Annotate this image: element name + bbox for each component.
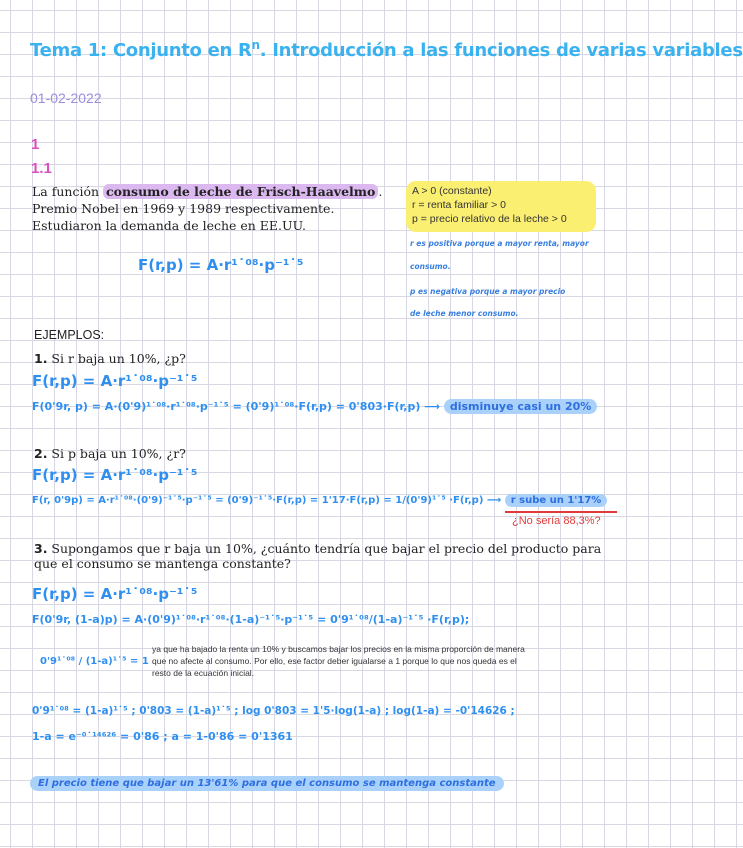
ex1-formula-2: F(0'9r, p) = A·(0'9)¹˙⁰⁸·r¹˙⁰⁸·p⁻¹˙⁵ = (0'9)¹˙⁰⁸·F(r,p) = 0'803·F(r,p) ⟶ disminuye casi un 20% xyxy=(32,400,597,413)
ex2-correction: ¿No sería 88,3%? xyxy=(512,515,601,527)
main-formula: F(r,p) = A·r¹˙⁰⁸·p⁻¹˙⁵ xyxy=(138,256,304,274)
note-3: p es negativa porque a mayor precio xyxy=(410,287,566,296)
heading-1-1: 1.1 xyxy=(31,160,52,177)
conclusion: El precio tiene que bajar un 13'61% para que el consumo se mantenga constante xyxy=(30,776,504,791)
page-title: Tema 1: Conjunto en $R^n$. Introducción a las funciones de varias variables xyxy=(30,38,743,61)
examples-heading: EJEMPLOS: xyxy=(34,328,105,342)
heading-1: 1 xyxy=(31,136,40,153)
ex3-explanation: ya que ha bajado la renta un 10% y buscamos bajar los precios en la misma proporción de manera que no afecte al consumo. Por ello, ese factor deber igualarse a 1 porque lo que nos queda es el resto de la ecuación inicial. xyxy=(152,644,525,678)
ex1-result: disminuye casi un 20% xyxy=(444,399,597,414)
variables-box: A > 0 (constante) r = renta familiar > 0 p = precio relativo de la leche > 0 xyxy=(406,181,596,232)
ex3-formula-1: F(r,p) = A·r¹˙⁰⁸·p⁻¹˙⁵ xyxy=(32,585,198,603)
ex1-formula-1: F(r,p) = A·r¹˙⁰⁸·p⁻¹˙⁵ xyxy=(32,372,198,390)
date: 01-02-2022 xyxy=(30,90,102,106)
note-4: de leche menor consumo. xyxy=(410,309,519,318)
intro-text: La función consumo de leche de Frisch-Haavelmo . Premio Nobel en 1969 y 1989 respectivamente. Estudiaron la demanda de leche en EE.UU. xyxy=(32,184,383,233)
note-1: r es positiva porque a mayor renta, mayor xyxy=(410,239,589,248)
highlight-term: consumo de leche de Frisch-Haavelmo xyxy=(103,184,378,199)
red-underline xyxy=(505,511,617,513)
ex2-question: 2. Si p baja un 10%, ¿r? xyxy=(34,446,186,461)
ex3-question: 3. Supongamos que r baja un 10%, ¿cuánto tendría que bajar el precio del producto para que el consumo se mantenga constante? xyxy=(34,541,602,571)
ex1-question: 1. Si r baja un 10%, ¿p? xyxy=(34,351,186,366)
ex2-result: r sube un 1'17% xyxy=(505,494,608,507)
ex3-fraction-eq: 0'9¹˙⁰⁸ / (1-a)¹˙⁵ = 1 xyxy=(40,656,149,667)
ex3-formula-3: 0'9¹˙⁰⁸ = (1-a)¹˙⁵ ; 0'803 = (1-a)¹˙⁵ ; log 0'803 = 1'5·log(1-a) ; log(1-a) = -0'14626 ; xyxy=(32,705,515,717)
ex2-formula-1: F(r,p) = A·r¹˙⁰⁸·p⁻¹˙⁵ xyxy=(32,466,198,484)
ex3-formula-4: 1-a = e⁻⁰˙¹⁴⁶²⁶ = 0'86 ; a = 1-0'86 = 0'1361 xyxy=(32,730,293,743)
note-2: consumo. xyxy=(410,262,451,271)
ex2-formula-2: F(r, 0'9p) = A·r¹˙⁰⁸·(0'9)⁻¹˙⁵·p⁻¹˙⁵ = (0'9)⁻¹˙⁵·F(r,p) = 1'17·F(r,p) = 1/(0'9)¹˙⁵ ·F(r,p) ⟶ r sube un 1'17% xyxy=(32,495,607,506)
ex3-formula-2: F(0'9r, (1-a)p) = A·(0'9)¹˙⁰⁸·r¹˙⁰⁸·(1-a)⁻¹˙⁵·p⁻¹˙⁵ = 0'9¹˙⁰⁸/(1-a)⁻¹˙⁵ ·F(r,p); xyxy=(32,613,470,626)
